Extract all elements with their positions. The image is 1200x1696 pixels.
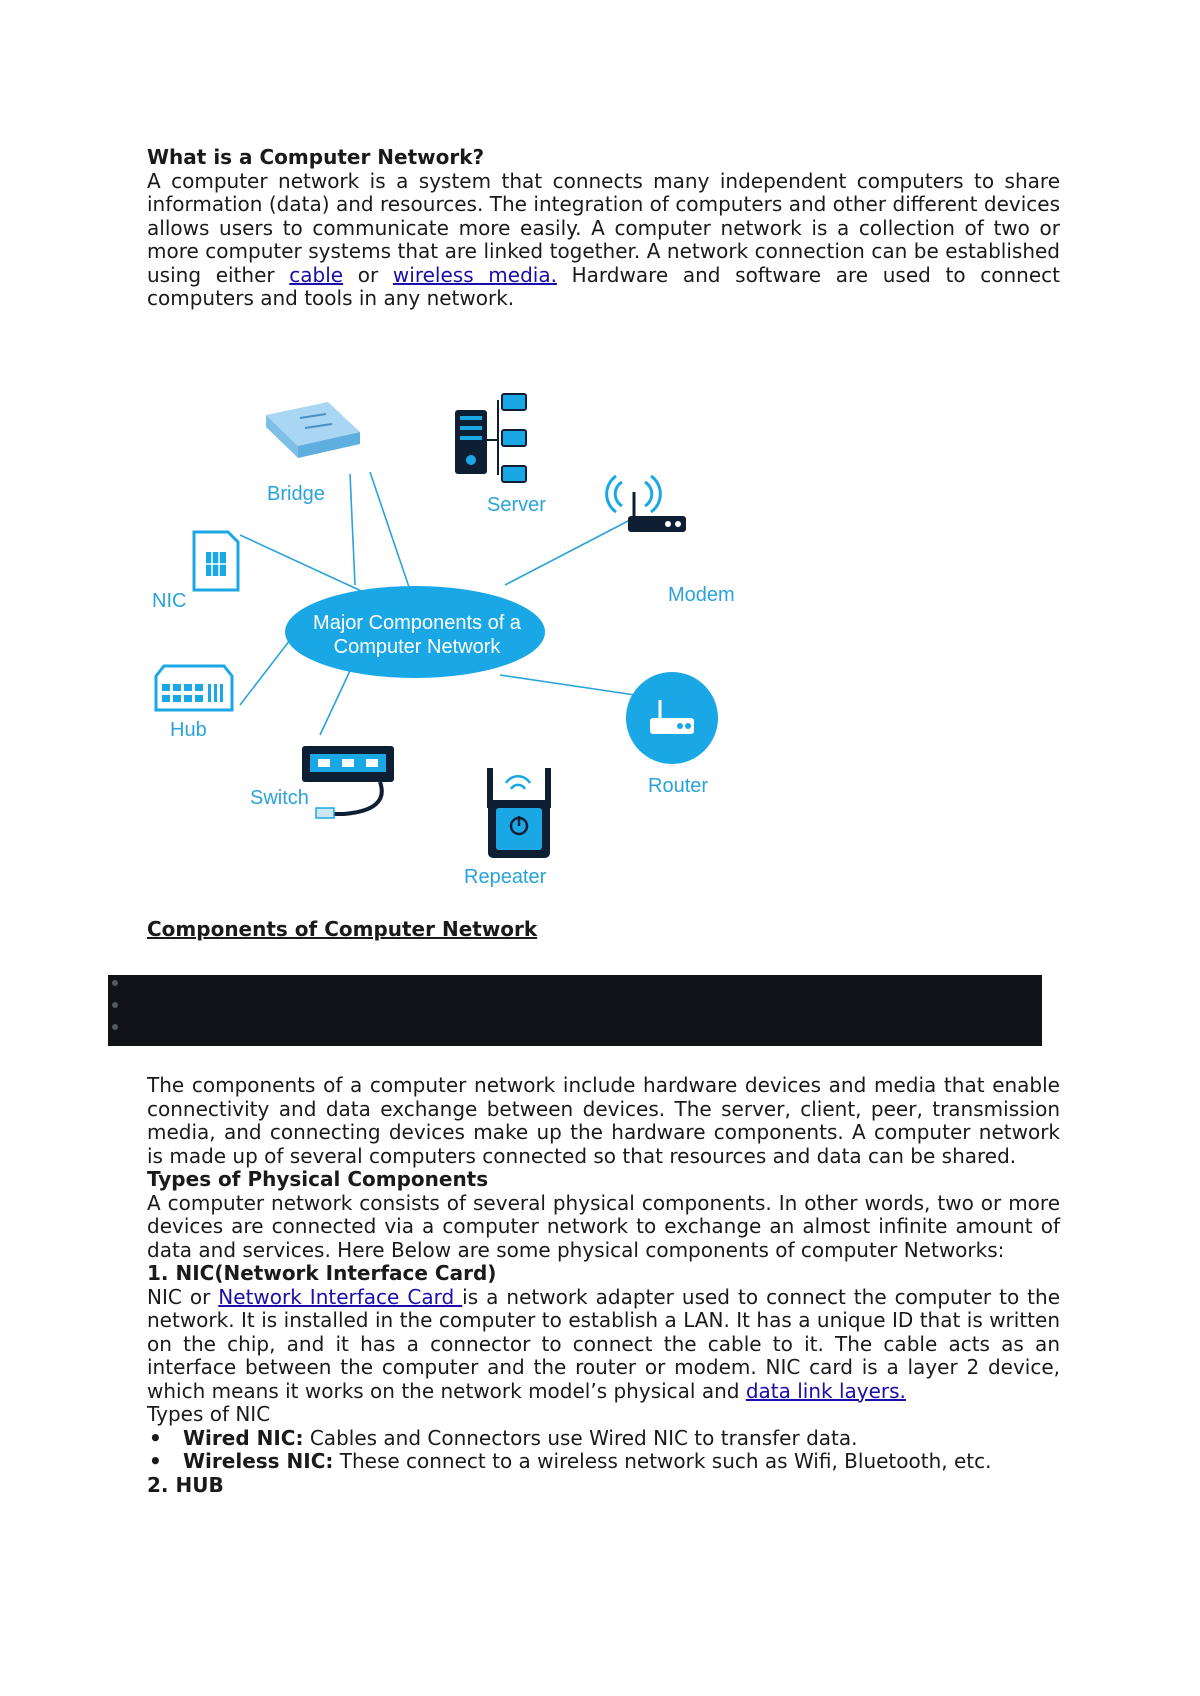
repeater-icon [487,768,551,858]
components-section [147,1074,1060,1497]
components-diagram [140,380,780,900]
physical-heading: Types of Physical Components [147,1167,489,1191]
dark-banner [108,975,1042,1046]
server-label: Server [487,494,546,516]
hub-heading: 2. HUB [147,1472,224,1497]
network-interface-card-link[interactable]: Network Interface Card [218,1284,463,1309]
text-span: A computer network is a system that connects many independent computers to share information (data) and resources. The integration of computers and other different devices allows users to communicate more easily. A computer network is a collection of two or more computer systems that are linked together. A network connection can be established using either [147,168,1060,287]
list-item [147,1427,1060,1451]
router-label: Router [648,775,709,797]
list-item [147,1450,1060,1474]
data-link-layers-link[interactable]: data link layers. [745,1378,906,1403]
switch-icon [302,746,394,818]
components-title: Components of Computer Network [147,917,538,941]
switch-label: Switch [250,787,309,809]
bullet-text: These connect to a wireless network such as Wifi, Bluetooth, etc. [333,1449,992,1473]
physical-paragraph: A computer network consists of several physical components. In other words, two or more devices are connected via a computer network to exchange an almost infinite amount of data and services. Here Below are some physical components of computer Networks: [147,1190,1060,1262]
text-span: NIC or [147,1284,219,1309]
intro-paragraph [147,170,1060,311]
section-heading: What is a Computer Network? [147,145,485,169]
bullet-term: Wireless NIC: [183,1449,334,1473]
hub-icon [156,666,232,710]
router-icon [626,672,718,764]
bridge-icon [266,402,360,458]
center-label-line1: Major Components of a [313,612,521,634]
intro-section [147,146,1060,311]
repeater-label: Repeater [464,866,547,888]
bullet-dot-icon [112,1024,118,1030]
nic-types-list [147,1427,1060,1474]
cable-link[interactable]: cable [289,262,344,287]
text-span: or [343,262,393,287]
nic-types-label: Types of NIC [147,1402,271,1426]
server-icon [455,394,526,482]
bullet-term: Wired NIC: [183,1425,304,1450]
text-span: Hardware and software are used to connect computers and tools in any network. [147,262,1060,310]
nic-label: NIC [152,590,187,612]
center-label-line2: Computer Network [333,636,501,658]
bridge-label: Bridge [267,483,325,505]
bullet-dot-icon [112,980,118,986]
nic-heading: 1. NIC(Network Interface Card) [147,1261,497,1285]
nic-icon [194,532,238,590]
bullet-text: Cables and Connectors use Wired NIC to transfer data. [303,1425,858,1450]
text-span: is a network adapter used to connect the computer to the network. It is installed in the computer to establish a LAN. It has a unique ID that is written on the chip, and it has a connector to connect the cable to it. The cable acts as an interface between the computer and the router or modem. NIC card is a layer 2 device, which means it works on the network model’s physical and [147,1284,1061,1403]
modem-label: Modem [668,584,735,606]
bullet-dot-icon [112,1002,118,1008]
modem-icon [607,476,686,532]
wireless-media-link[interactable]: wireless media. [392,262,557,287]
components-intro: The components of a computer network include hardware devices and media that enable connectivity and data exchange between devices. The server, client, peer, transmission media, and connecting devices make up the hardware components. A computer network is made up of several computers connected so that resources and data can be shared. [147,1073,1060,1168]
hub-label: Hub [170,719,207,741]
nic-paragraph [147,1286,1060,1404]
